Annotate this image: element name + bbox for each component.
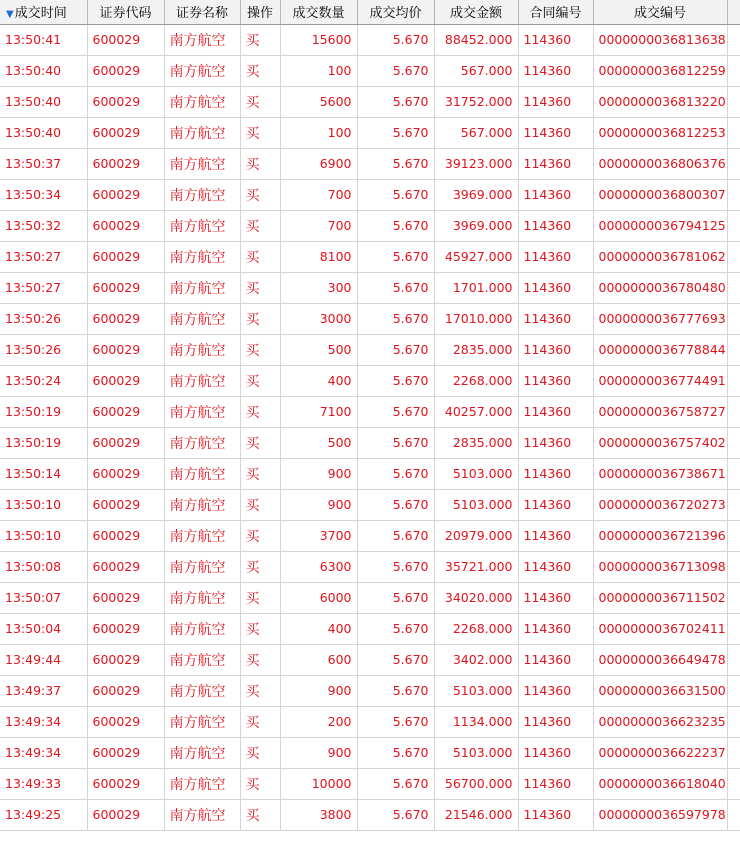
cell-security-code: 600029 <box>87 179 164 210</box>
cell-security-code: 600029 <box>87 55 164 86</box>
cell-trade-no: 0000000036631500 <box>593 675 727 706</box>
col-header-quantity[interactable]: 成交数量 <box>280 0 357 24</box>
cell-contract-no: 114360 <box>518 334 593 365</box>
cell-security-code: 600029 <box>87 241 164 272</box>
cell-security-name: 南方航空 <box>164 644 240 675</box>
cell-avg-price: 5.670 <box>357 179 434 210</box>
cell-quantity: 400 <box>280 613 357 644</box>
header-row <box>0 0 740 24</box>
cell-quantity: 100 <box>280 55 357 86</box>
table-row[interactable] <box>0 55 740 86</box>
cell-security-code: 600029 <box>87 148 164 179</box>
table-row[interactable] <box>0 458 740 489</box>
cell-amount: 3402.000 <box>434 644 518 675</box>
cell-action: 买 <box>240 334 280 365</box>
cell-trade-no: 0000000036738671 <box>593 458 727 489</box>
cell-quantity: 6300 <box>280 551 357 582</box>
cell-contract-no: 114360 <box>518 458 593 489</box>
cell-security-code: 600029 <box>87 489 164 520</box>
cell-security-name: 南方航空 <box>164 55 240 86</box>
cell-action: 买 <box>240 210 280 241</box>
cell-action: 买 <box>240 551 280 582</box>
cell-security-code: 600029 <box>87 334 164 365</box>
cell-security-code: 600029 <box>87 396 164 427</box>
cell-amount: 1134.000 <box>434 706 518 737</box>
cell-contract-no: 114360 <box>518 520 593 551</box>
cell-security-name: 南方航空 <box>164 86 240 117</box>
cell-contract-no: 114360 <box>518 179 593 210</box>
cell-filler <box>727 768 740 799</box>
cell-avg-price: 5.670 <box>357 427 434 458</box>
cell-action: 买 <box>240 799 280 830</box>
cell-security-code: 600029 <box>87 24 164 55</box>
cell-trade-time: 13:50:24 <box>0 365 87 396</box>
cell-contract-no: 114360 <box>518 551 593 582</box>
cell-trade-time: 13:50:40 <box>0 117 87 148</box>
cell-quantity: 3700 <box>280 520 357 551</box>
cell-amount: 1701.000 <box>434 272 518 303</box>
cell-contract-no: 114360 <box>518 675 593 706</box>
cell-contract-no: 114360 <box>518 117 593 148</box>
cell-security-name: 南方航空 <box>164 768 240 799</box>
cell-security-name: 南方航空 <box>164 24 240 55</box>
cell-amount: 34020.000 <box>434 582 518 613</box>
cell-amount: 40257.000 <box>434 396 518 427</box>
cell-action: 买 <box>240 272 280 303</box>
cell-security-name: 南方航空 <box>164 179 240 210</box>
cell-amount: 567.000 <box>434 55 518 86</box>
cell-action: 买 <box>240 613 280 644</box>
cell-contract-no: 114360 <box>518 396 593 427</box>
cell-quantity: 8100 <box>280 241 357 272</box>
table-row[interactable] <box>0 427 740 458</box>
cell-security-code: 600029 <box>87 799 164 830</box>
cell-amount: 5103.000 <box>434 737 518 768</box>
cell-quantity: 700 <box>280 179 357 210</box>
cell-contract-no: 114360 <box>518 768 593 799</box>
cell-trade-no: 0000000036713098 <box>593 551 727 582</box>
cell-trade-no: 0000000036794125 <box>593 210 727 241</box>
cell-action: 买 <box>240 520 280 551</box>
cell-security-name: 南方航空 <box>164 334 240 365</box>
cell-quantity: 200 <box>280 706 357 737</box>
cell-avg-price: 5.670 <box>357 706 434 737</box>
table-row[interactable] <box>0 334 740 365</box>
table-row[interactable] <box>0 706 740 737</box>
table-row[interactable] <box>0 644 740 675</box>
cell-amount: 39123.000 <box>434 148 518 179</box>
cell-filler <box>727 117 740 148</box>
table-row[interactable] <box>0 303 740 334</box>
cell-contract-no: 114360 <box>518 272 593 303</box>
cell-action: 买 <box>240 117 280 148</box>
cell-quantity: 6900 <box>280 148 357 179</box>
cell-quantity: 7100 <box>280 396 357 427</box>
cell-security-name: 南方航空 <box>164 241 240 272</box>
col-header-trade-time[interactable]: ▼成交时间 <box>0 0 87 24</box>
cell-trade-time: 13:50:40 <box>0 55 87 86</box>
cell-security-code: 600029 <box>87 303 164 334</box>
cell-trade-time: 13:50:19 <box>0 427 87 458</box>
cell-quantity: 900 <box>280 675 357 706</box>
cell-filler <box>727 520 740 551</box>
cell-quantity: 900 <box>280 737 357 768</box>
cell-filler <box>727 24 740 55</box>
table-row[interactable] <box>0 799 740 830</box>
cell-security-name: 南方航空 <box>164 613 240 644</box>
cell-filler <box>727 55 740 86</box>
table-row[interactable] <box>0 737 740 768</box>
cell-trade-time: 13:50:26 <box>0 334 87 365</box>
cell-trade-no: 0000000036758727 <box>593 396 727 427</box>
cell-amount: 3969.000 <box>434 210 518 241</box>
cell-contract-no: 114360 <box>518 210 593 241</box>
cell-security-code: 600029 <box>87 737 164 768</box>
cell-security-name: 南方航空 <box>164 582 240 613</box>
cell-avg-price: 5.670 <box>357 210 434 241</box>
cell-quantity: 3000 <box>280 303 357 334</box>
cell-security-code: 600029 <box>87 644 164 675</box>
table-row[interactable] <box>0 520 740 551</box>
cell-trade-no: 0000000036777693 <box>593 303 727 334</box>
table-body <box>0 24 740 830</box>
cell-avg-price: 5.670 <box>357 396 434 427</box>
cell-action: 买 <box>240 458 280 489</box>
table-row[interactable] <box>0 675 740 706</box>
cell-trade-time: 13:50:32 <box>0 210 87 241</box>
cell-filler <box>727 613 740 644</box>
cell-filler <box>727 210 740 241</box>
table-row[interactable] <box>0 582 740 613</box>
cell-filler <box>727 799 740 830</box>
cell-avg-price: 5.670 <box>357 24 434 55</box>
cell-security-code: 600029 <box>87 86 164 117</box>
cell-avg-price: 5.670 <box>357 582 434 613</box>
cell-contract-no: 114360 <box>518 148 593 179</box>
cell-avg-price: 5.670 <box>357 55 434 86</box>
col-header-security-name[interactable]: 证券名称 <box>164 0 240 24</box>
cell-security-code: 600029 <box>87 675 164 706</box>
cell-avg-price: 5.670 <box>357 86 434 117</box>
cell-filler <box>727 86 740 117</box>
cell-filler <box>727 427 740 458</box>
cell-security-name: 南方航空 <box>164 365 240 396</box>
col-header-trade-no[interactable]: 成交编号 <box>593 0 727 24</box>
cell-action: 买 <box>240 179 280 210</box>
cell-filler <box>727 675 740 706</box>
cell-contract-no: 114360 <box>518 303 593 334</box>
table-row[interactable] <box>0 272 740 303</box>
table-row[interactable] <box>0 24 740 55</box>
cell-contract-no: 114360 <box>518 706 593 737</box>
cell-trade-time: 13:49:34 <box>0 706 87 737</box>
cell-filler <box>727 644 740 675</box>
cell-amount: 2268.000 <box>434 613 518 644</box>
table-row[interactable] <box>0 551 740 582</box>
cell-amount: 17010.000 <box>434 303 518 334</box>
cell-security-name: 南方航空 <box>164 148 240 179</box>
cell-avg-price: 5.670 <box>357 737 434 768</box>
cell-filler <box>727 458 740 489</box>
cell-avg-price: 5.670 <box>357 551 434 582</box>
cell-trade-no: 0000000036813638 <box>593 24 727 55</box>
cell-trade-no: 0000000036806376 <box>593 148 727 179</box>
cell-contract-no: 114360 <box>518 427 593 458</box>
table-row[interactable] <box>0 241 740 272</box>
cell-security-name: 南方航空 <box>164 520 240 551</box>
cell-trade-no: 0000000036720273 <box>593 489 727 520</box>
cell-contract-no: 114360 <box>518 582 593 613</box>
cell-quantity: 400 <box>280 365 357 396</box>
cell-filler <box>727 396 740 427</box>
cell-filler <box>727 489 740 520</box>
cell-quantity: 300 <box>280 272 357 303</box>
table-row[interactable] <box>0 179 740 210</box>
cell-trade-time: 13:49:33 <box>0 768 87 799</box>
cell-security-name: 南方航空 <box>164 210 240 241</box>
cell-trade-time: 13:49:34 <box>0 737 87 768</box>
cell-action: 买 <box>240 86 280 117</box>
cell-trade-time: 13:50:14 <box>0 458 87 489</box>
cell-quantity: 900 <box>280 489 357 520</box>
cell-security-name: 南方航空 <box>164 706 240 737</box>
cell-avg-price: 5.670 <box>357 241 434 272</box>
cell-action: 买 <box>240 241 280 272</box>
cell-quantity: 5600 <box>280 86 357 117</box>
cell-avg-price: 5.670 <box>357 334 434 365</box>
cell-trade-no: 0000000036649478 <box>593 644 727 675</box>
cell-action: 买 <box>240 489 280 520</box>
cell-security-code: 600029 <box>87 427 164 458</box>
cell-trade-no: 0000000036622237 <box>593 737 727 768</box>
cell-action: 买 <box>240 427 280 458</box>
cell-trade-no: 0000000036813220 <box>593 86 727 117</box>
cell-action: 买 <box>240 396 280 427</box>
cell-filler <box>727 737 740 768</box>
cell-security-name: 南方航空 <box>164 675 240 706</box>
cell-security-name: 南方航空 <box>164 489 240 520</box>
cell-quantity: 6000 <box>280 582 357 613</box>
cell-trade-no: 0000000036812253 <box>593 117 727 148</box>
cell-amount: 5103.000 <box>434 489 518 520</box>
cell-trade-no: 0000000036623235 <box>593 706 727 737</box>
cell-security-name: 南方航空 <box>164 458 240 489</box>
cell-contract-no: 114360 <box>518 799 593 830</box>
cell-amount: 35721.000 <box>434 551 518 582</box>
cell-avg-price: 5.670 <box>357 365 434 396</box>
cell-contract-no: 114360 <box>518 86 593 117</box>
cell-avg-price: 5.670 <box>357 644 434 675</box>
cell-trade-no: 0000000036778844 <box>593 334 727 365</box>
col-header-security-code[interactable]: 证券代码 <box>87 0 164 24</box>
col-header-amount[interactable]: 成交金额 <box>434 0 518 24</box>
cell-quantity: 700 <box>280 210 357 241</box>
table-row[interactable] <box>0 396 740 427</box>
cell-contract-no: 114360 <box>518 24 593 55</box>
cell-trade-time: 13:50:07 <box>0 582 87 613</box>
table-row[interactable] <box>0 489 740 520</box>
cell-trade-time: 13:50:34 <box>0 179 87 210</box>
table-row[interactable] <box>0 210 740 241</box>
cell-security-name: 南方航空 <box>164 551 240 582</box>
cell-trade-time: 13:50:27 <box>0 272 87 303</box>
cell-filler <box>727 179 740 210</box>
cell-action: 买 <box>240 644 280 675</box>
cell-quantity: 100 <box>280 117 357 148</box>
cell-action: 买 <box>240 737 280 768</box>
cell-amount: 5103.000 <box>434 675 518 706</box>
cell-amount: 2835.000 <box>434 427 518 458</box>
cell-security-code: 600029 <box>87 768 164 799</box>
cell-security-code: 600029 <box>87 117 164 148</box>
cell-amount: 56700.000 <box>434 768 518 799</box>
cell-filler <box>727 551 740 582</box>
cell-trade-no: 0000000036774491 <box>593 365 727 396</box>
cell-action: 买 <box>240 768 280 799</box>
cell-filler <box>727 334 740 365</box>
table-row[interactable] <box>0 117 740 148</box>
cell-action: 买 <box>240 706 280 737</box>
cell-avg-price: 5.670 <box>357 768 434 799</box>
cell-trade-time: 13:50:10 <box>0 489 87 520</box>
cell-security-code: 600029 <box>87 272 164 303</box>
cell-quantity: 500 <box>280 334 357 365</box>
cell-amount: 567.000 <box>434 117 518 148</box>
cell-trade-no: 0000000036781062 <box>593 241 727 272</box>
cell-security-name: 南方航空 <box>164 303 240 334</box>
cell-contract-no: 114360 <box>518 489 593 520</box>
sort-desc-icon: ▼ <box>6 9 14 21</box>
table-row[interactable] <box>0 365 740 396</box>
cell-security-code: 600029 <box>87 551 164 582</box>
cell-trade-time: 13:49:25 <box>0 799 87 830</box>
cell-contract-no: 114360 <box>518 613 593 644</box>
cell-filler <box>727 706 740 737</box>
cell-trade-no: 0000000036721396 <box>593 520 727 551</box>
cell-trade-no: 0000000036800307 <box>593 179 727 210</box>
cell-trade-time: 13:50:08 <box>0 551 87 582</box>
cell-avg-price: 5.670 <box>357 148 434 179</box>
cell-security-code: 600029 <box>87 613 164 644</box>
cell-trade-time: 13:50:19 <box>0 396 87 427</box>
cell-trade-time: 13:50:37 <box>0 148 87 179</box>
cell-filler <box>727 365 740 396</box>
cell-avg-price: 5.670 <box>357 272 434 303</box>
cell-security-code: 600029 <box>87 210 164 241</box>
table-row[interactable] <box>0 613 740 644</box>
cell-amount: 5103.000 <box>434 458 518 489</box>
cell-avg-price: 5.670 <box>357 675 434 706</box>
cell-amount: 31752.000 <box>434 86 518 117</box>
cell-contract-no: 114360 <box>518 365 593 396</box>
cell-trade-no: 0000000036757402 <box>593 427 727 458</box>
cell-trade-time: 13:50:10 <box>0 520 87 551</box>
cell-quantity: 900 <box>280 458 357 489</box>
cell-security-name: 南方航空 <box>164 427 240 458</box>
cell-amount: 3969.000 <box>434 179 518 210</box>
cell-quantity: 600 <box>280 644 357 675</box>
cell-security-code: 600029 <box>87 458 164 489</box>
cell-trade-no: 0000000036597978 <box>593 799 727 830</box>
cell-avg-price: 5.670 <box>357 489 434 520</box>
cell-contract-no: 114360 <box>518 241 593 272</box>
cell-avg-price: 5.670 <box>357 520 434 551</box>
cell-amount: 20979.000 <box>434 520 518 551</box>
cell-amount: 88452.000 <box>434 24 518 55</box>
cell-action: 买 <box>240 148 280 179</box>
cell-amount: 2268.000 <box>434 365 518 396</box>
cell-quantity: 10000 <box>280 768 357 799</box>
cell-trade-no: 0000000036702411 <box>593 613 727 644</box>
cell-action: 买 <box>240 365 280 396</box>
cell-filler <box>727 582 740 613</box>
cell-amount: 21546.000 <box>434 799 518 830</box>
cell-filler <box>727 303 740 334</box>
cell-quantity: 15600 <box>280 24 357 55</box>
cell-trade-time: 13:50:26 <box>0 303 87 334</box>
col-header-action[interactable]: 操作 <box>240 0 280 24</box>
table-row[interactable] <box>0 148 740 179</box>
col-header-avg-price[interactable]: 成交均价 <box>357 0 434 24</box>
cell-security-name: 南方航空 <box>164 799 240 830</box>
cell-trade-time: 13:50:27 <box>0 241 87 272</box>
cell-trade-time: 13:49:44 <box>0 644 87 675</box>
cell-security-name: 南方航空 <box>164 737 240 768</box>
cell-action: 买 <box>240 55 280 86</box>
cell-security-code: 600029 <box>87 706 164 737</box>
cell-quantity: 500 <box>280 427 357 458</box>
cell-trade-no: 0000000036780480 <box>593 272 727 303</box>
cell-amount: 45927.000 <box>434 241 518 272</box>
cell-security-name: 南方航空 <box>164 396 240 427</box>
cell-trade-time: 13:49:37 <box>0 675 87 706</box>
cell-security-code: 600029 <box>87 520 164 551</box>
cell-contract-no: 114360 <box>518 644 593 675</box>
table-row[interactable] <box>0 86 740 117</box>
cell-contract-no: 114360 <box>518 737 593 768</box>
cell-avg-price: 5.670 <box>357 303 434 334</box>
cell-amount: 2835.000 <box>434 334 518 365</box>
cell-filler <box>727 148 740 179</box>
cell-trade-time: 13:50:41 <box>0 24 87 55</box>
col-header-contract-no[interactable]: 合同编号 <box>518 0 593 24</box>
cell-trade-no: 0000000036812259 <box>593 55 727 86</box>
cell-security-code: 600029 <box>87 582 164 613</box>
cell-filler <box>727 241 740 272</box>
cell-trade-no: 0000000036618040 <box>593 768 727 799</box>
cell-avg-price: 5.670 <box>357 117 434 148</box>
cell-avg-price: 5.670 <box>357 458 434 489</box>
cell-trade-time: 13:50:40 <box>0 86 87 117</box>
cell-action: 买 <box>240 675 280 706</box>
cell-quantity: 3800 <box>280 799 357 830</box>
cell-action: 买 <box>240 24 280 55</box>
cell-trade-time: 13:50:04 <box>0 613 87 644</box>
cell-avg-price: 5.670 <box>357 613 434 644</box>
cell-security-name: 南方航空 <box>164 272 240 303</box>
cell-action: 买 <box>240 582 280 613</box>
cell-security-code: 600029 <box>87 365 164 396</box>
table-row[interactable] <box>0 768 740 799</box>
cell-filler <box>727 272 740 303</box>
cell-avg-price: 5.670 <box>357 799 434 830</box>
cell-security-name: 南方航空 <box>164 117 240 148</box>
col-header-filler <box>727 0 740 24</box>
cell-action: 买 <box>240 303 280 334</box>
cell-trade-no: 0000000036711502 <box>593 582 727 613</box>
cell-contract-no: 114360 <box>518 55 593 86</box>
